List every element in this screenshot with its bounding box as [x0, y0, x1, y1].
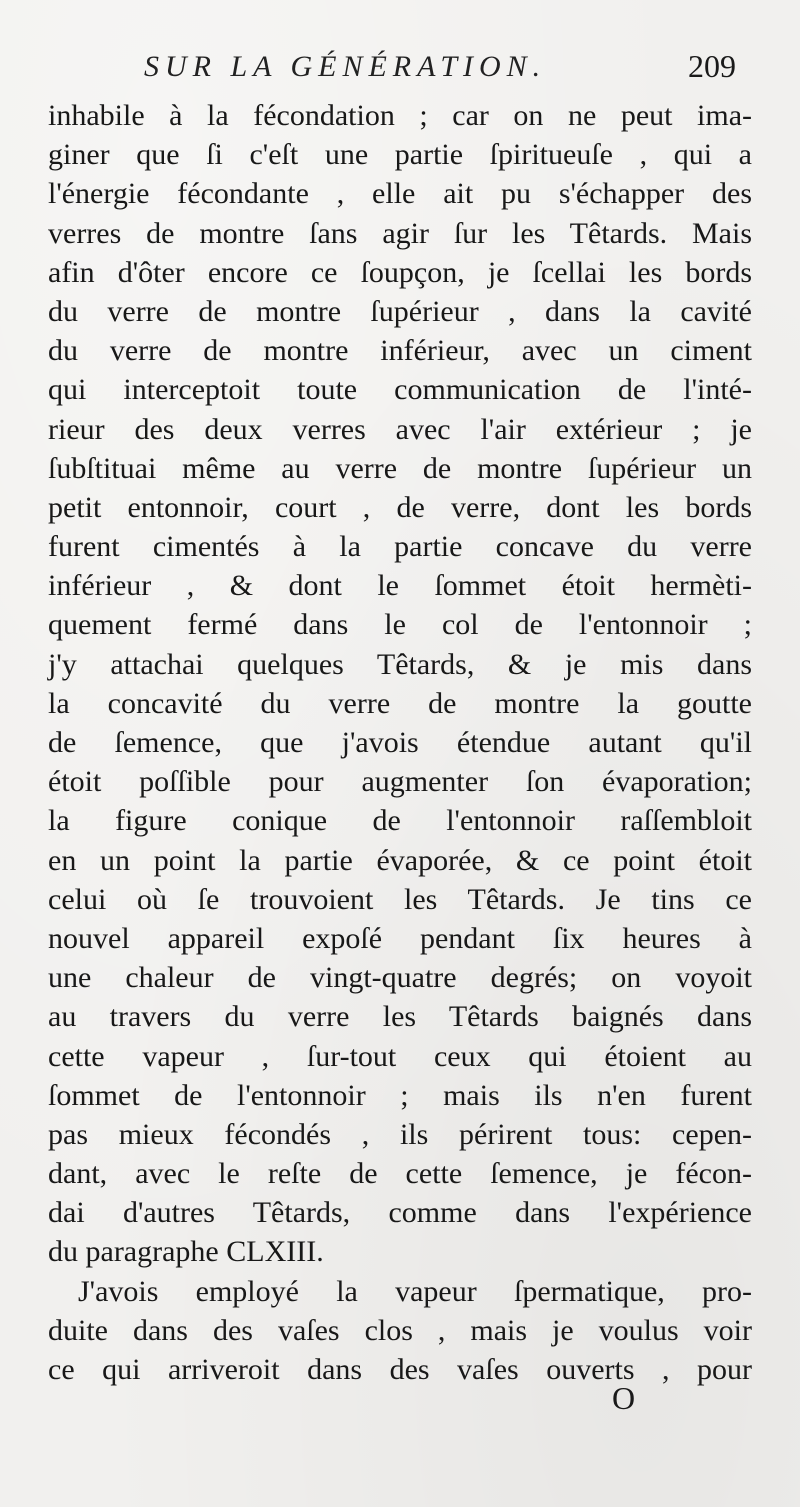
text-line: la concavité du verre de montre la goutte — [48, 686, 752, 720]
text-line: dai d'autres Têtards, comme dans l'expérience — [48, 1196, 752, 1230]
signature-mark: O — [612, 1380, 636, 1416]
text-line: au travers du verre les Têtards baignés dans — [48, 1000, 752, 1034]
text-line: inférieur , & dont le ſommet étoit hermèti- — [48, 569, 752, 603]
text-line: inhabile à la fécondation ; car on ne peut ima- — [48, 99, 752, 132]
text-line: l'énergie fécondante , elle ait pu s'échapper des — [48, 177, 752, 211]
text-line: du verre de montre ſupérieur , dans la cavité — [48, 294, 752, 328]
text-line: du paragraphe CLXIII. — [48, 1235, 324, 1269]
text-line: ſommet de l'entonnoir ; mais ils n'en furent — [48, 1078, 752, 1112]
text-line: ce qui arriveroit dans des vaſes ouverts , pour — [48, 1353, 752, 1386]
text-line: giner que ſi c'eſt une partie ſpiritueuſe , qui a — [48, 138, 752, 172]
text-line: en un point la partie évaporée, & ce point étoit — [48, 843, 752, 877]
text-line: qui interceptoit toute communication de l'inté- — [48, 373, 752, 407]
text-line: quement fermé dans le col de l'entonnoir ; — [48, 608, 752, 642]
text-line: furent cimentés à la partie concave du verre — [48, 530, 752, 564]
text-line: celui où ſe trouvoient les Têtards. Je tins ce — [48, 882, 752, 916]
page-header — [48, 44, 748, 92]
running-title: SUR LA GÉNÉRATION. — [144, 50, 547, 83]
text-line: duite dans des vaſes clos , mais je voulus voir — [48, 1313, 752, 1347]
text-line: la figure conique de l'entonnoir raſſembloit — [48, 804, 752, 838]
body-text — [48, 96, 752, 1389]
text-line: j'y attachai quelques Têtards, & je mis dans — [48, 647, 752, 681]
text-line: afin d'ôter encore ce ſoupçon, je ſcellai les bords — [48, 255, 752, 289]
text-line: petit entonnoir, court , de verre, dont les bords — [48, 490, 752, 524]
text-line: J'avois employé la vapeur ſpermatique, pro- — [78, 1274, 752, 1308]
text-line: pas mieux fécondés , ils périrent tous: cepen- — [48, 1117, 752, 1151]
page-number: 209 — [688, 48, 736, 84]
text-line: verres de montre ſans agir ſur les Têtards. Mais — [48, 216, 752, 250]
text-line: rieur des deux verres avec l'air extérieur ; je — [48, 412, 752, 446]
text-line: du verre de montre inférieur, avec un ciment — [48, 334, 752, 368]
text-line: cette vapeur , ſur-tout ceux qui étoient au — [48, 1039, 752, 1073]
text-line: étoit poſſible pour augmenter ſon évaporation; — [48, 765, 752, 799]
text-line: nouvel appareil expoſé pendant ſix heures à — [48, 921, 752, 955]
text-line: ſubſtituai même au verre de montre ſupérieur un — [48, 451, 752, 485]
text-line: de ſemence, que j'avois étendue autant qu'il — [48, 726, 752, 759]
text-line: dant, avec le reſte de cette ſemence, je fécon- — [48, 1157, 752, 1191]
text-line: une chaleur de vingt-quatre degrés; on voyoit — [48, 961, 752, 995]
